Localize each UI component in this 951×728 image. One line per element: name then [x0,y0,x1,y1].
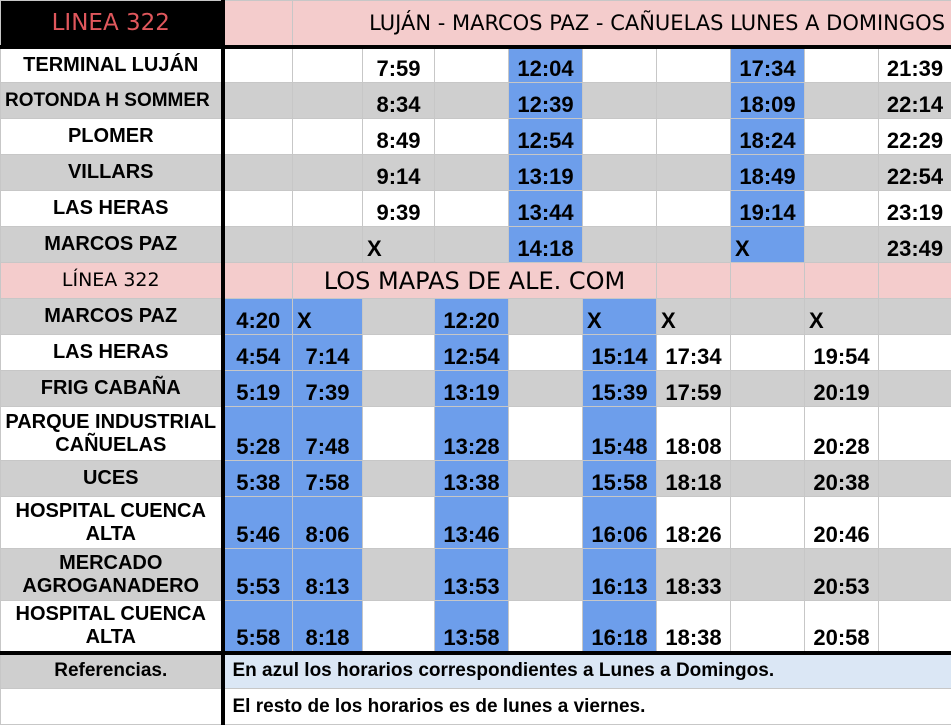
time-cell: 15:39 [583,371,657,407]
time-cell [879,371,951,407]
time-cell [223,47,293,83]
time-cell [435,83,509,119]
table-row [1,47,951,83]
time-cell [363,299,435,335]
time-cell [363,461,435,497]
time-cell [731,497,805,549]
time-cell: 5:19 [223,371,293,407]
time-cell: 12:54 [509,119,583,155]
time-cell [223,119,293,155]
time-cell: 12:04 [509,47,583,83]
time-cell: 15:48 [583,407,657,461]
time-cell [435,119,509,155]
table-row [1,191,951,227]
stop-name: HOSPITAL CUENCA ALTA [1,601,223,653]
time-cell [657,227,731,263]
time-cell: 18:18 [657,461,731,497]
table-row [1,299,951,335]
reference-line-weekdays: El resto de los horarios es de lunes a viernes. [223,689,951,725]
time-cell: 23:49 [879,227,951,263]
time-cell [509,407,583,461]
table-row [1,549,951,601]
line-title: LINEA 322 [1,1,223,47]
time-cell: 9:39 [363,191,435,227]
time-cell [879,497,951,549]
stop-name: TERMINAL LUJÁN [1,47,223,83]
stop-name: UCES [1,461,223,497]
time-cell [583,119,657,155]
time-cell: X [657,299,731,335]
time-cell: 22:14 [879,83,951,119]
time-cell: 20:58 [805,601,879,653]
time-cell [509,299,583,335]
time-cell: 22:54 [879,155,951,191]
time-cell: 18:33 [657,549,731,601]
table-row [1,371,951,407]
stop-name: MERCADO AGROGANADERO [1,549,223,601]
schedule-body [1,1,951,725]
time-cell [879,601,951,653]
time-cell: 8:06 [293,497,363,549]
time-cell [805,83,879,119]
time-cell [435,47,509,83]
watermark-text: LOS MAPAS DE ALE. COM [293,263,657,299]
time-cell: 13:38 [435,461,509,497]
time-cell [509,461,583,497]
time-cell [731,371,805,407]
time-cell: 8:49 [363,119,435,155]
time-cell: 19:14 [731,191,805,227]
time-cell: X [363,227,435,263]
table-row [1,497,951,549]
time-cell: 22:29 [879,119,951,155]
time-cell [657,155,731,191]
time-cell [879,299,951,335]
time-cell: 18:26 [657,497,731,549]
time-cell: 7:14 [293,335,363,371]
time-cell [509,371,583,407]
time-cell [293,155,363,191]
stop-name: FRIG CABAÑA [1,371,223,407]
time-cell: 23:19 [879,191,951,227]
references-row [1,653,951,689]
header-blank-cell [223,1,293,47]
time-cell: 5:46 [223,497,293,549]
time-cell [657,119,731,155]
time-cell [435,227,509,263]
pink-cell [805,263,879,299]
time-cell: 8:18 [293,601,363,653]
time-cell: 18:38 [657,601,731,653]
time-cell: 17:59 [657,371,731,407]
time-cell [363,335,435,371]
time-cell [583,47,657,83]
time-cell [509,335,583,371]
time-cell: 14:18 [509,227,583,263]
time-cell [731,461,805,497]
time-cell [657,191,731,227]
time-cell: 13:19 [509,155,583,191]
time-cell [879,407,951,461]
time-cell: 12:20 [435,299,509,335]
time-cell: 7:59 [363,47,435,83]
stop-name: MARCOS PAZ [1,227,223,263]
section2-label: LÍNEA 322 [1,263,223,299]
table-row [1,407,951,461]
table-row [1,461,951,497]
time-cell: 21:39 [879,47,951,83]
time-cell: 5:58 [223,601,293,653]
time-cell [805,191,879,227]
table-row [1,83,951,119]
time-cell [805,227,879,263]
pink-cell [223,263,293,299]
stop-name: ROTONDA H SOMMER [1,83,223,119]
time-cell: 13:28 [435,407,509,461]
time-cell [509,497,583,549]
time-cell: 13:44 [509,191,583,227]
pink-cell [731,263,805,299]
time-cell [293,191,363,227]
time-cell [879,335,951,371]
time-cell [223,191,293,227]
stop-name: VILLARS [1,155,223,191]
table-row [1,119,951,155]
time-cell [731,407,805,461]
time-cell [583,83,657,119]
time-cell: X [293,299,363,335]
time-cell: 17:34 [731,47,805,83]
time-cell [509,601,583,653]
time-cell [731,549,805,601]
time-cell: X [583,299,657,335]
references-row [1,689,951,725]
time-cell: X [805,299,879,335]
time-cell [731,299,805,335]
time-cell: 20:19 [805,371,879,407]
stop-name: PARQUE INDUSTRIAL CAÑUELAS [1,407,223,461]
references-label: Referencias. [1,653,223,689]
time-cell [363,407,435,461]
time-cell [435,155,509,191]
time-cell [583,191,657,227]
time-cell [805,47,879,83]
time-cell [509,549,583,601]
time-cell: 18:09 [731,83,805,119]
time-cell [435,191,509,227]
pink-cell [879,263,951,299]
time-cell [583,227,657,263]
time-cell: 12:39 [509,83,583,119]
time-cell: 7:58 [293,461,363,497]
time-cell: 18:08 [657,407,731,461]
time-cell [223,155,293,191]
time-cell [363,497,435,549]
stop-name: MARCOS PAZ [1,299,223,335]
table-row [1,227,951,263]
time-cell: 20:38 [805,461,879,497]
reference-line-blue: En azul los horarios correspondientes a Lunes a Domingos. [223,653,951,689]
time-cell: 13:58 [435,601,509,653]
time-cell [879,461,951,497]
time-cell: 4:20 [223,299,293,335]
time-cell [363,601,435,653]
time-cell: 13:53 [435,549,509,601]
route-heading: LUJÁN - MARCOS PAZ - CAÑUELAS LUNES A DOMINGOS [293,1,951,47]
time-cell: 19:54 [805,335,879,371]
time-cell: 8:13 [293,549,363,601]
time-cell [657,47,731,83]
time-cell: 7:48 [293,407,363,461]
time-cell: 18:24 [731,119,805,155]
time-cell: 4:54 [223,335,293,371]
time-cell: 15:14 [583,335,657,371]
time-cell: 16:06 [583,497,657,549]
table-row [1,155,951,191]
time-cell: 18:49 [731,155,805,191]
time-cell: 9:14 [363,155,435,191]
time-cell: 16:13 [583,549,657,601]
time-cell: 5:28 [223,407,293,461]
time-cell [805,119,879,155]
references-blank [1,689,223,725]
time-cell: 5:38 [223,461,293,497]
stop-name: LAS HERAS [1,335,223,371]
time-cell [293,83,363,119]
time-cell [805,155,879,191]
time-cell: 7:39 [293,371,363,407]
section-label-row [1,263,951,299]
time-cell [731,601,805,653]
time-cell: 15:58 [583,461,657,497]
time-cell [293,227,363,263]
table-row [1,335,951,371]
time-cell: 12:54 [435,335,509,371]
time-cell [293,119,363,155]
time-cell [223,83,293,119]
stop-name: LAS HERAS [1,191,223,227]
time-cell [583,155,657,191]
time-cell: 20:53 [805,549,879,601]
time-cell: 13:19 [435,371,509,407]
time-cell [879,549,951,601]
time-cell [731,335,805,371]
time-cell: 13:46 [435,497,509,549]
time-cell [363,371,435,407]
time-cell: 20:28 [805,407,879,461]
time-cell [293,47,363,83]
time-cell: 20:46 [805,497,879,549]
time-cell: 17:34 [657,335,731,371]
time-cell: 16:18 [583,601,657,653]
time-cell [657,83,731,119]
time-cell [223,227,293,263]
time-cell: 8:34 [363,83,435,119]
time-cell: 5:53 [223,549,293,601]
time-cell: X [731,227,805,263]
stop-name: HOSPITAL CUENCA ALTA [1,497,223,549]
pink-cell [657,263,731,299]
table-row [1,601,951,653]
stop-name: PLOMER [1,119,223,155]
time-cell [363,549,435,601]
